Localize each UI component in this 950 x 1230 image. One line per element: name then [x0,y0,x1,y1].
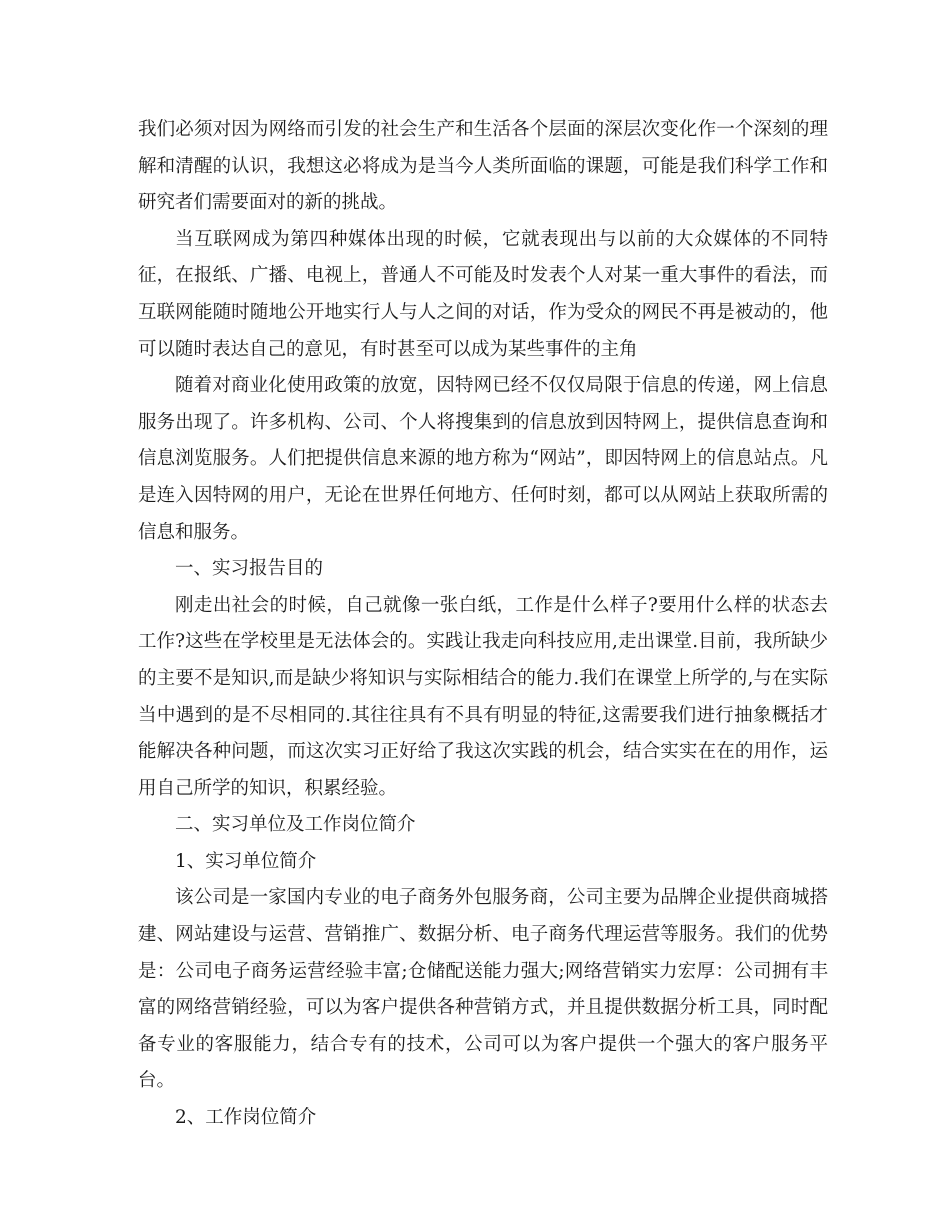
paragraph-purpose: 刚走出社会的时候，自己就像一张白纸，工作是什么样子?要用什么样的状态去工作?这些在学校里是无法体会的。实践让我走向科技应用,走出课堂.目前，我所缺少的主要不是知识,而是缺少将知识与实际相结合的能力.我们在课堂上所学的,与在实际当中遇到的是不尽相同的.其往往具有不具有明显的特征,这需要我们进行抽象概括才能解决各种问题，而这次实习正好给了我这次实践的机会，结合实实在在的用作，运用自己所学的知识，积累经验。 [138,594,828,799]
paragraph-unit-intro: 该公司是一家国内专业的电子商务外包服务商，公司主要为品牌企业提供商城搭建、网站建设与运营、营销推广、数据分析、电子商务代理运营等服务。我们的优势是：公司电子商务运营经验丰富;仓储配送能力强大;网络营销实力宏厚：公司拥有丰富的网络营销经验，可以为客户提供各种营销方式，并且提供数据分析工具，同时配备专业的客服能力，结合专有的技术，公司可以为客户提供一个强大的客户服务平台。 [138,887,828,1092]
document-body [138,112,828,1137]
paragraph-internet-fourth-media: 当互联网成为第四种媒体出现的时候，它就表现出与以前的大众媒体的不同特征，在报纸、广播、电视上，普通人不可能及时发表个人对某一重大事件的看法，而互联网能随时随地公开地实行人与人之间的对话，作为受众的网民不再是被动的，他可以随时表达自己的意见，有时甚至可以成为某些事件的主角 [138,228,828,360]
subsection-heading-unit: 1、实习单位简介 [175,850,317,872]
paragraph-online-info-service: 随着对商业化使用政策的放宽，因特网已经不仅仅局限于信息的传递，网上信息服务出现了。许多机构、公司、个人将搜集到的信息放到因特网上，提供信息查询和信息浏览服务。人们把提供信息来源的地方称为“网站”，即因特网上的信息站点。凡是连入因特网的用户，无论在世界任何地方、任何时刻，都可以从网站上获取所需的信息和服务。 [138,375,828,543]
subsection-heading-position: 2、工作岗位简介 [175,1107,317,1129]
section-heading-purpose: 一、实习报告目的 [175,558,324,580]
section-heading-unit-and-position: 二、实习单位及工作岗位简介 [175,814,416,836]
paragraph-network-change: 我们必须对因为网络而引发的社会生产和生活各个层面的深层次变化作一个深刻的理解和清醒的认识，我想这必将成为是当今人类所面临的课题，可能是我们科学工作和研究者们需要面对的新的挑战。 [138,119,828,214]
